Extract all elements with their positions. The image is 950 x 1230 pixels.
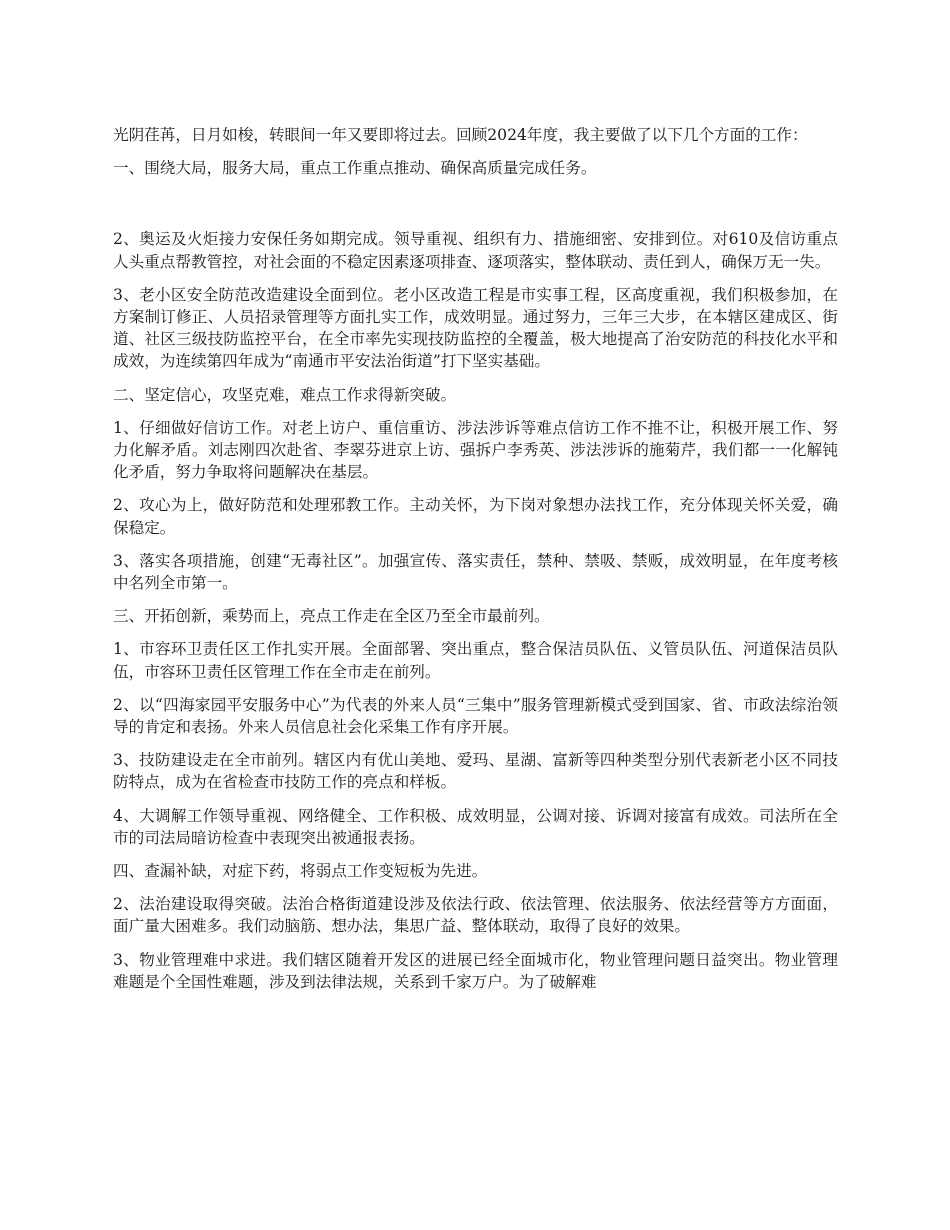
section-4-item-2: 2、法治建设取得突破。法治合格街道建设涉及依法行政、依法管理、依法服务、依法经营等方方面面，面广量大困难多。我们动脑筋、想办法，集思广益、整体联动，取得了良好的效果。 [113,895,838,936]
intro-paragraph: 光阴荏苒，日月如梭，转眼间一年又要即将过去。回顾2024年度，我主要做了以下几个方面的工作： [113,126,808,144]
blank-line [113,190,838,228]
section-2-item-1: 1、仔细做好信访工作。对老上访户、重信重访、涉法涉诉等难点信访工作不推不让，积极开展工作、努力化解矛盾。刘志刚四次赴省、李翠芬进京上访、强拆户李秀英、涉法涉诉的施菊芹，我们都一一化解钝化矛盾，努力争取将问题解决在基层。 [113,418,838,482]
section-3-item-2: 2、以“四海家园平安服务中心”为代表的外来人员“三集中”服务管理新模式受到国家、省、市政法综治领导的肯定和表扬。外来人员信息社会化采集工作有序开展。 [113,695,838,737]
section-2-heading: 二、坚定信心，攻坚克难，难点工作求得新突破。 [113,385,457,404]
section-2-item-2: 2、攻心为上，做好防范和处理邪教工作。主动关怀，为下岗对象想办法找工作，充分体现关怀关爱，确保稳定。 [113,496,838,537]
section-3-item-1: 1、市容环卫责任区工作扎实开展。全面部署、突出重点，整合保洁员队伍、义管员队伍、河道保洁员队伍，市容环卫责任区管理工作在全市走在前列。 [113,640,838,681]
section-3-item-4: 4、大调解工作领导重视、网络健全、工作积极、成效明显，公调对接、诉调对接富有成效。司法所在全市的司法局暗访检查中表现突出被通报表扬。 [113,806,838,847]
section-3-heading: 三、开拓创新，乘势而上，亮点工作走在全区乃至全市最前列。 [113,607,550,626]
document-body [113,124,838,1004]
section-4-heading: 四、查漏补缺，对症下药，将弱点工作变短板为先进。 [113,862,488,881]
section-1-heading: 一、围绕大局，服务大局，重点工作重点推动、确保高质量完成任务。 [113,159,597,178]
section-4-item-3: 3、物业管理难中求进。我们辖区随着开发区的进展已经全面城市化，物业管理问题日益突出。物业管理难题是个全国性难题，涉及到法律法规，关系到千家万户。为了破解难 [113,950,838,991]
section-2-item-3: 3、落实各项措施，创建“无毒社区”。加强宣传、落实责任，禁种、禁吸、禁贩，成效明显，在年度考核中名列全市第一。 [113,551,838,593]
section-1-item-2: 2、奥运及火炬接力安保任务如期完成。领导重视、组织有力、措施细密、安排到位。对610及信访重点人头重点帮教管控，对社会面的不稳定因素逐项排查、逐项落实，整体联动、责任到人，确保万无一失。 [113,230,838,271]
section-3-item-3: 3、技防建设走在全市前列。辖区内有优山美地、爱玛、星湖、富新等四种类型分别代表新老小区不同技防特点，成为在省检查市技防工作的亮点和样板。 [113,751,838,792]
section-1-item-3: 3、老小区安全防范改造建设全面到位。老小区改造工程是市实事工程，区高度重视，我们积极参加，在方案制订修正、人员招录管理等方面扎实工作，成效明显。通过努力，三年三大步，在本辖区建成区、街道、社区三级技防监控平台，在全市率先实现技防监控的全覆盖，极大地提高了治安防范的科技化水平和成效，为连续第四年成为“南通市平安法治街道”打下坚实基础。 [113,285,838,371]
